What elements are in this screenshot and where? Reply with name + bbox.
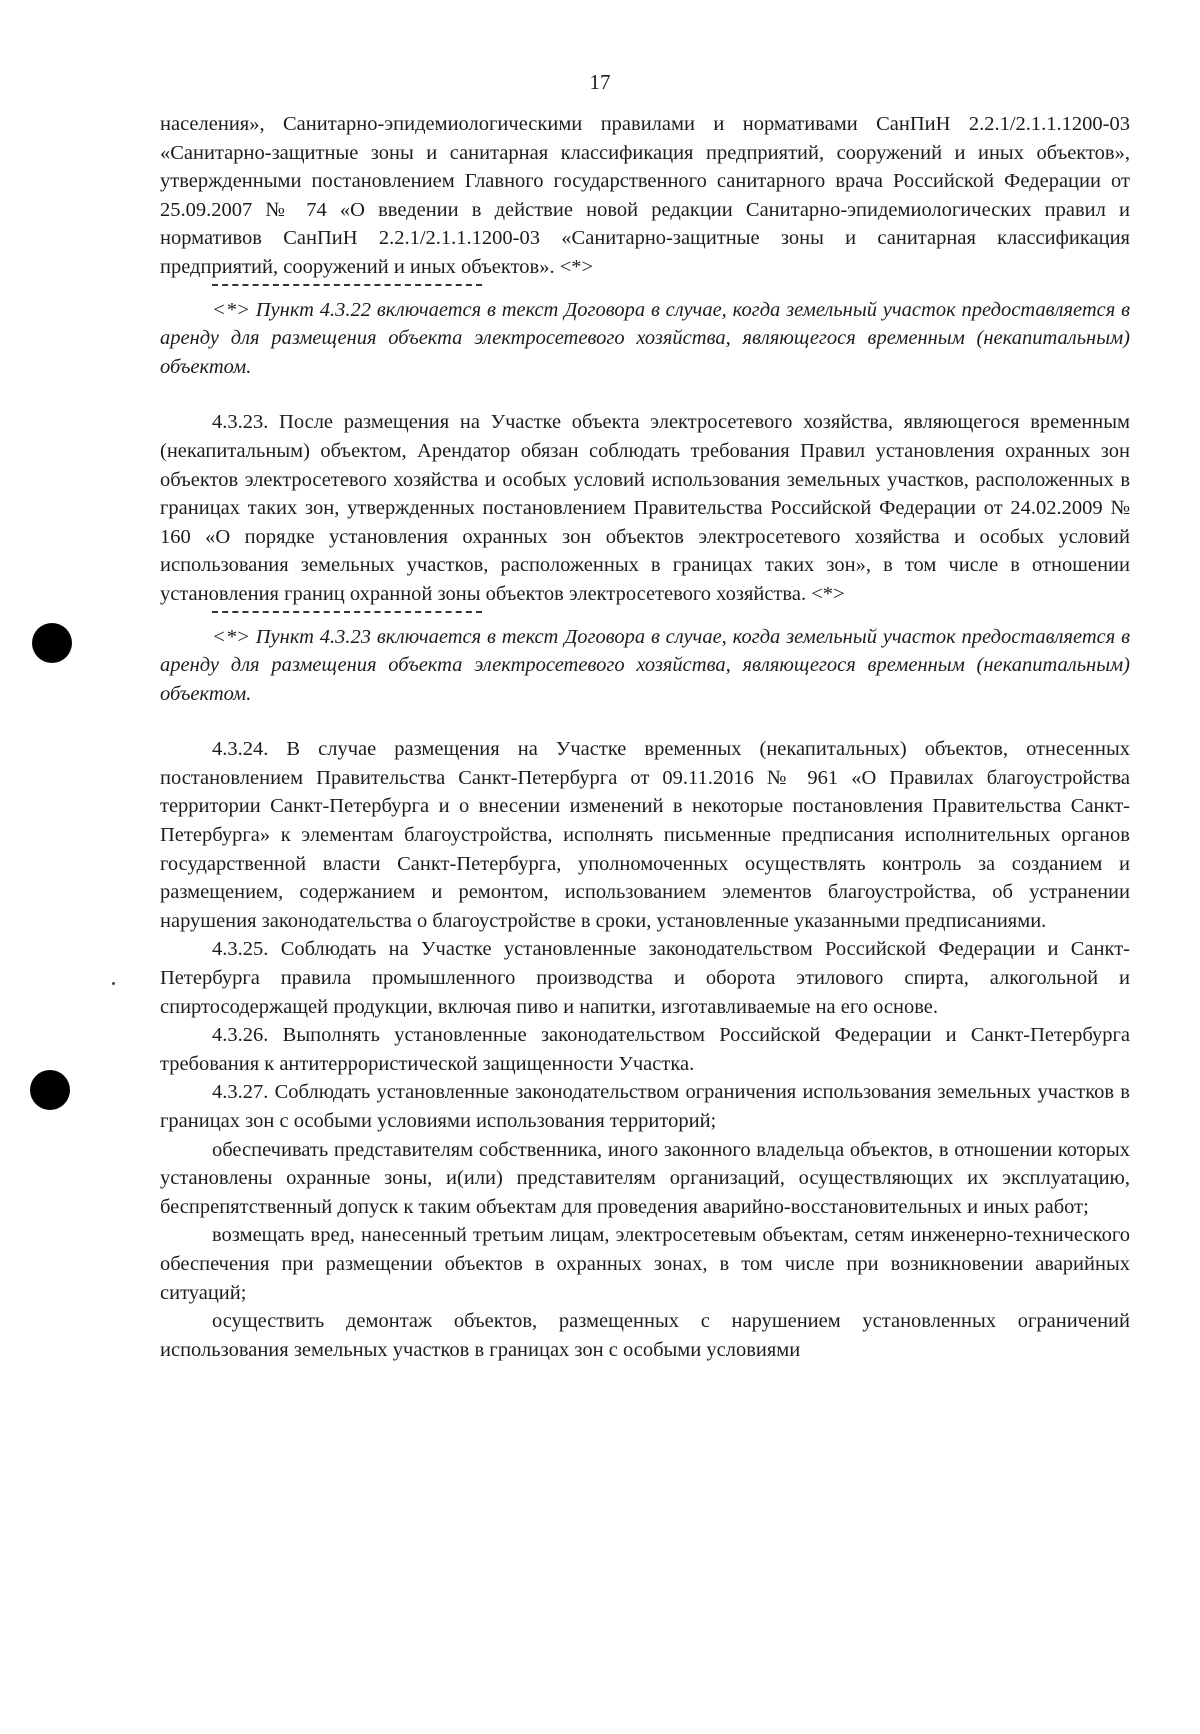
footnote-separator — [212, 611, 482, 613]
document-body — [160, 110, 1130, 1364]
paragraph: 4.3.25. Соблюдать на Участке установленные законодательством Российской Федерации и Санкт-Петербурга правила промышленного производства и оборота этилового спирта, алкогольной и спиртосодержащей продукции, включая пиво и напитки, изготавливаемые на его основе. — [160, 938, 1130, 1018]
paragraph: 4.3.26. Выполнять установленные законодательством Российской Федерации и Санкт-Петербурга требования к антитеррористической защищенности Участка. — [160, 1024, 1130, 1075]
binder-hole-lower — [30, 1070, 70, 1110]
footnote-separator — [212, 284, 482, 286]
paragraph: обеспечивать представителям собственника, иного законного владельца объектов, в отношении которых установлены охранные зоны, и(или) представителям организаций, осуществляющих их эксплуатацию, беспрепятственный допуск к таким объектам для проведения аварийно-восстановительных и иных работ; — [160, 1138, 1130, 1218]
paragraph: возмещать вред, нанесенный третьим лицам, электросетевым объектам, сетям инженерно-технического обеспечения при размещении объектов в охранных зонах, в том числе при возникновении аварийных ситуаций; — [160, 1224, 1130, 1304]
paragraph: осуществить демонтаж объектов, размещенных с нарушением установленных ограничений использования земельных участков в границах зон с особыми условиями — [160, 1310, 1130, 1361]
spacer — [160, 381, 1130, 408]
footnote: <*> Пункт 4.3.22 включается в текст Договора в случае, когда земельный участок предоставляется в аренду для размещения объекта электросетевого хозяйства, являющегося временным (некапитальным) объектом. — [160, 298, 1130, 378]
paragraph: 4.3.23. После размещения на Участке объекта электросетевого хозяйства, являющегося временным (некапитальным) объектом, Арендатор обязан соблюдать требования Правил установления охранных зон объектов электросетевого хозяйства и особых условий использования земельных участков, расположенных в границах таких зон, утвержденных постановлением Правительства Российской Федерации от 24.02.2009 № 160 «О порядке установления охранных зон объектов электросетевого хозяйства и особых условий использования земельных участков, расположенных в границах таких зон», в том числе в отношении установления границ охранной зоны объектов электросетевого хозяйства. <*> — [160, 411, 1130, 605]
scan-speck — [112, 982, 115, 985]
spacer — [160, 708, 1130, 735]
paragraph: населения», Санитарно-эпидемиологическими правилами и нормативами СанПиН 2.2.1/2.1.1.1200-03 «Санитарно-защитные зоны и санитарная классификация предприятий, сооружений и иных объектов», утвержденными постановлением Главного государственного санитарного врача Российской Федерации от 25.09.2007 № 74 «О введении в действие новой редакции Санитарно-эпидемиологических правил и нормативов СанПиН 2.2.1/2.1.1.1200-03 «Санитарно-защитные зоны и санитарная классификация предприятий, сооружений и иных объектов». <*> — [160, 113, 1130, 278]
page-number: 17 — [589, 70, 611, 94]
paragraph: 4.3.27. Соблюдать установленные законодательством ограничения использования земельных участков в границах зон с особыми условиями использования территорий; — [160, 1081, 1130, 1132]
binder-hole-upper — [32, 623, 72, 663]
paragraph: 4.3.24. В случае размещения на Участке временных (некапитальных) объектов, отнесенных постановлением Правительства Санкт-Петербурга от 09.11.2016 № 961 «О Правилах благоустройства территории Санкт-Петербурга и о внесении изменений в некоторые постановления Правительства Санкт-Петербурга» к элементам благоустройства, исполнять письменные предписания исполнительных органов государственной власти Санкт-Петербурга, уполномоченных осуществлять контроль за созданием и размещением, содержанием и ремонтом, использованием элементов благоустройства, об устранении нарушения законодательства о благоустройстве в сроки, установленные указанными предписаниями. — [160, 738, 1130, 932]
footnote: <*> Пункт 4.3.23 включается в текст Договора в случае, когда земельный участок предоставляется в аренду для размещения объекта электросетевого хозяйства, являющегося временным (некапитальным) объектом. — [160, 625, 1130, 705]
